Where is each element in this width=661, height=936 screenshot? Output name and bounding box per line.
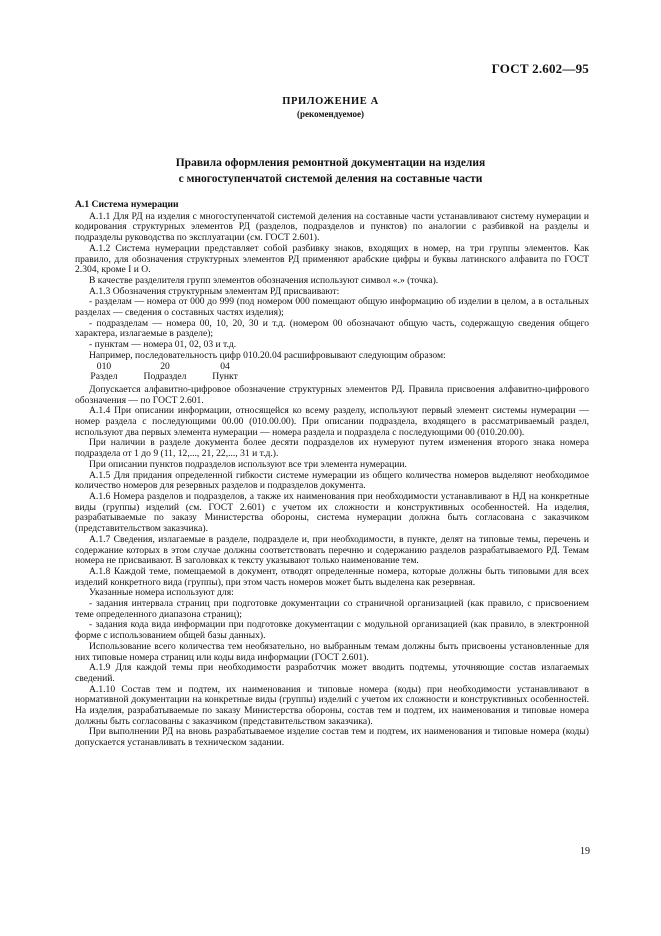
paragraph: А.1.2 Система нумерации представляет собой разбивку знаков, входящих в номер, на три группы элементов. Как правило, для обозначения структурных элементов РД применяют арабские цифры и буквы латинского алфавита по ГОСТ 2.304, кроме I и O.	[75, 242, 589, 276]
paragraph: А.1.4 При описании информации, относящейся ко всему разделу, используют первый элемент системы нумерации — номер раздела с последующими 00.00 (010.00.00). При описании подраздела, входящего в рассматриваемый раздел, используют два первых элемента нумерации — номера раздела и подраздела с последующими 00 (010.20.00).	[75, 405, 589, 438]
paragraph: При выполнении РД на вновь разрабатываемое изделие состав тем и подтем, их наименования и типовые номера (коды) допускается устанавливать в техническом задании.	[75, 726, 589, 749]
document-body	[75, 200, 589, 749]
paragraph: А.1.8 Каждой теме, помещаемой в документ, отводят определенные номера, которые должны быть типовыми для всех изделий конкретного вида (группы), при этом часть номеров может быть выделена как резервная.	[75, 565, 589, 588]
example-label-item: Пункт	[212, 371, 238, 383]
list-item: - разделам — номера от 000 до 999 (под номером 000 помещают общую информацию об изделии в целом, а в остальных разделах — сведения о составных частях изделия);	[75, 296, 589, 319]
paragraph: А.1.10 Состав тем и подтем, их наименования и типовые номера (коды) при необходимости устанавливают в нормативной документации на конкретные виды (группы) изделий с учетом их сложности и конструктивных особенностей. На изделия, разрабатываемые по заказу Министерства обороны, состав тем и подтем, их наименования и типовые номера должны быть согласованы с заказчиком (представительством заказчика).	[75, 683, 589, 727]
paragraph: А.1.7 Сведения, излагаемые в разделе, подразделе и, при необходимости, в пункте, делят на типовые темы, перечень и содержание которых в этом случае должны соответствовать перечню и содержанию разделов разрабатываемого РД. Темам номера не присваивают. В заголовках к тексту указывают только наименование тем.	[75, 533, 589, 567]
appendix-subtitle: (рекомендуемое)	[297, 109, 364, 119]
paragraph: А.1.6 Номера разделов и подразделов, а также их наименования при необходимости устанавливают в НД на конкретные виды (группы) изделий (см. ГОСТ 2.601) с учетом их сложности и конструктивных особенностей. На изделия, разрабатываемые по заказу Министерства обороны, система нумерации должна быть согласована с заказчиком (представительством заказчика).	[75, 490, 589, 535]
document-title-line-1: Правила оформления ремонтной документации на изделия	[175, 157, 486, 169]
paragraph: Допускается алфавитно-цифровое обозначение структурных элементов РД. Правила присвоения алфавитно-цифрового обозначения — по ГОСТ 2.601.	[75, 383, 589, 406]
paragraph: При описании пунктов подразделов используют все три элемента нумерации.	[89, 458, 407, 470]
page-number: 19	[580, 846, 590, 857]
list-item: - подразделам — номера 00, 10, 20, 30 и т.д. (номером 00 обозначают общую часть, содержащую сведения общего характера, излагаемые в разделе);	[75, 317, 589, 340]
list-item: - задания интервала страниц при подготовке документации со страничной организацией (как правило, с присвоением теме определенного диапазона страниц);	[75, 598, 589, 620]
example-label-section: Раздел	[90, 371, 118, 383]
paragraph: А.1.9 Для каждой темы при необходимости разработчик может вводить подтемы, уточняющие состав излагаемых сведений.	[75, 662, 589, 684]
paragraph: Указанные номера используют для:	[89, 587, 234, 599]
paragraph: Использование всего количества тем необязательно, но выбранным темам должны быть присвоены установленные для них типовые номера страниц или коды вида информации (ГОСТ 2.601).	[75, 640, 589, 663]
paragraph: А.1.5 Для придания определенной гибкости системе нумерации из общего количества номеров выделяют необходимое количество номеров для резервных разделов и подразделов документа.	[75, 469, 589, 492]
example-labels	[75, 372, 589, 383]
paragraph: А.1.1 Для РД на изделия с многоступенчатой системой деления на составные части устанавливают систему нумерации и кодирования структурных элементов РД (разделов, подразделов и пунктов) по аналогии с разбивкой на разделы и подразделы руководства по эксплуатации (см. ГОСТ 2.601).	[75, 210, 589, 244]
example-code-subsection: 20	[160, 360, 170, 372]
paragraph: А.1.3 Обозначения структурным элементам РД присваивают:	[89, 285, 340, 297]
example-label-subsection: Подраздел	[143, 371, 187, 383]
section-heading: А.1 Система нумерации	[75, 199, 179, 210]
list-item: - задания кода вида информации при подготовке документации с модульной организацией (как правило, в электронной форме с использованием общей базы данных).	[75, 619, 589, 642]
paragraph: В качестве разделителя групп элементов обозначения используют символ «.» (точка).	[89, 274, 439, 286]
document-title-line-2: с многоступенчатой системой деления на составные части	[178, 173, 483, 185]
standard-designation: ГОСТ 2.602—95	[491, 61, 589, 76]
paragraph: При наличии в разделе документа более десяти подразделов их нумеруют путем изменения второго знака номера подраздела от 1 до 9 (11, 12,..., 21, 22,..., 31 и т.д.).	[75, 437, 589, 460]
appendix-title: ПРИЛОЖЕНИЕ А	[282, 96, 379, 107]
paragraph: Например, последовательность цифр 010.20.04 расшифровывают следующим образом:	[89, 349, 446, 361]
example-code-item: 04	[220, 360, 230, 372]
example-code-section: 010	[96, 360, 112, 372]
list-item: - пунктам — номера 01, 02, 03 и т.д.	[89, 339, 237, 351]
